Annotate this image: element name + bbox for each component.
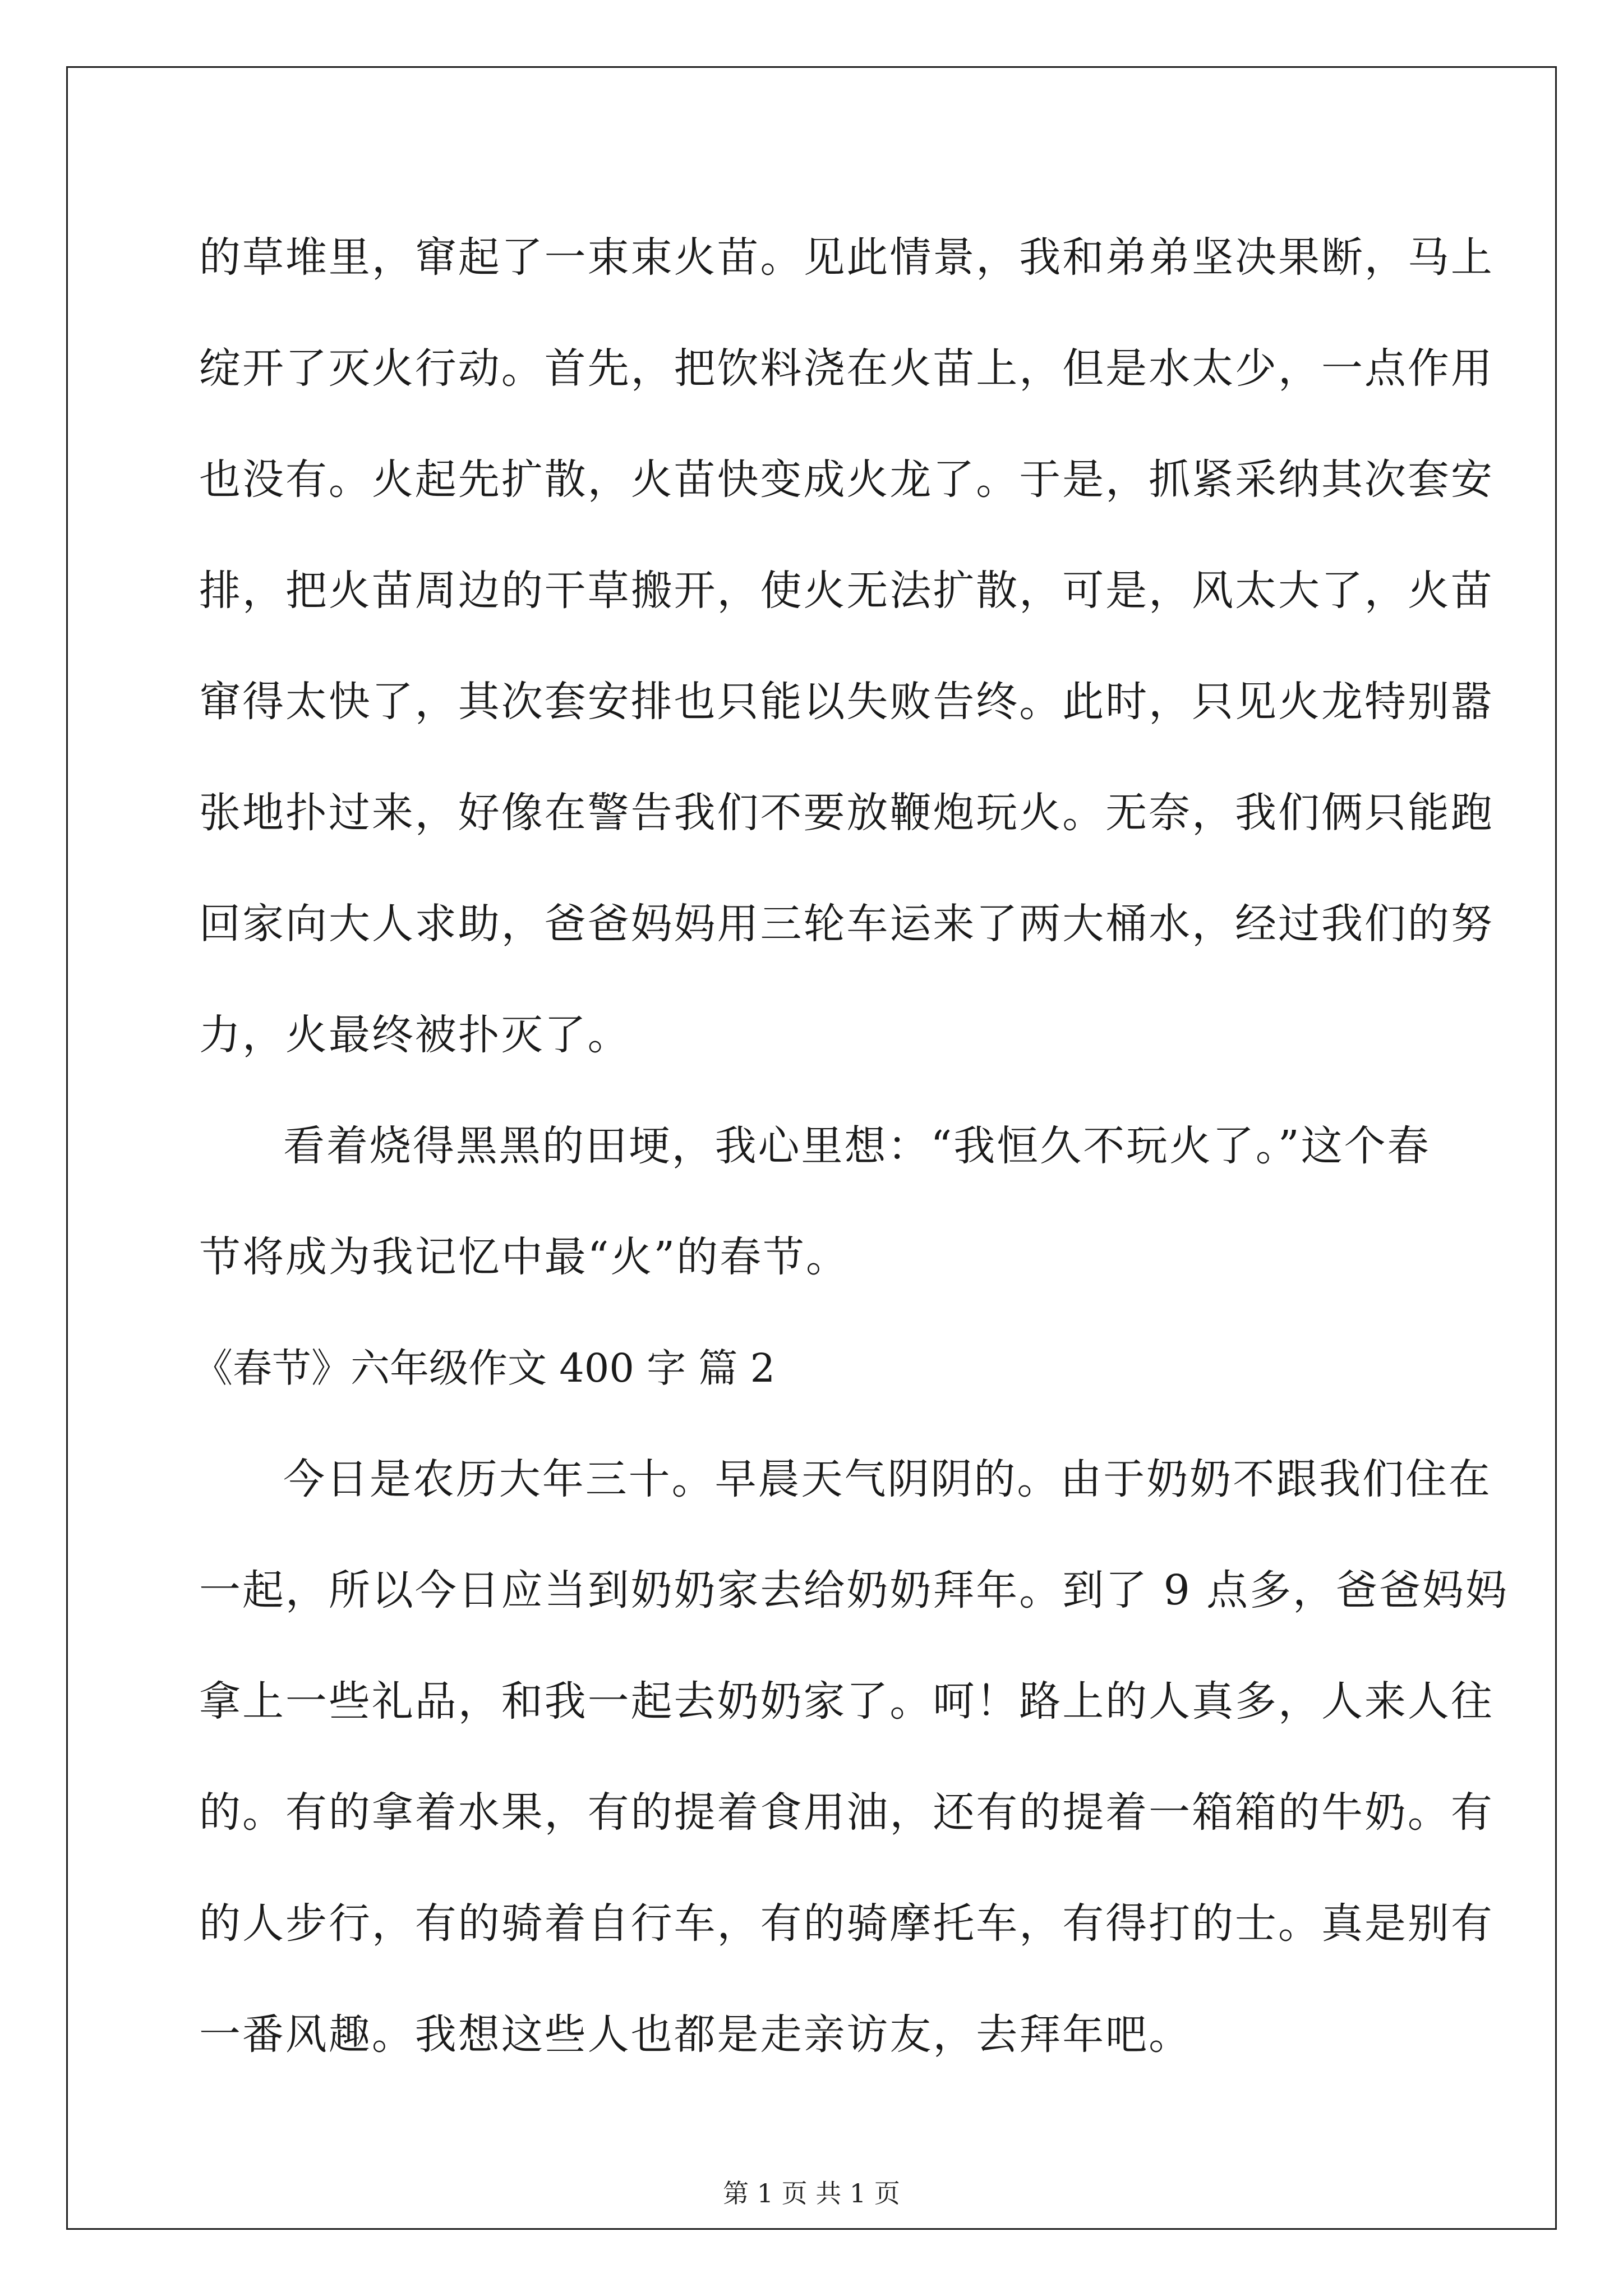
- text-line: 拿上一些礼品，和我一起去奶奶家了。呵！路上的人真多，人来人往: [199, 1677, 1494, 1726]
- text-line: 一番风趣。我想这些人也都是走亲访友，去拜年吧。: [199, 2010, 1192, 2059]
- text-line: 的人步行，有的骑着自行车，有的骑摩托车，有得打的士。真是别有: [199, 1899, 1494, 1948]
- paragraph: [199, 1091, 1431, 1313]
- text-line: 力，火最终被扑灭了。: [199, 1011, 631, 1059]
- text-line: 的。有的拿着水果，有的提着食用油，还有的提着一箱箱的牛奶。有: [199, 1788, 1494, 1837]
- text-line: 一起，所以今日应当到奶奶家去给奶奶拜年。到了 9 点多，爸爸妈妈: [199, 1566, 1509, 1614]
- paragraph: [199, 1424, 1509, 2090]
- text-line: 排，把火苗周边的干草搬开，使火无法扩散，可是，风太大了，火苗: [199, 567, 1494, 615]
- text-line: 张地扑过来，好像在警告我们不要放鞭炮玩火。无奈，我们俩只能跑: [199, 789, 1494, 837]
- text-line: 回家向大人求助，爸爸妈妈用三轮车运来了两大桶水，经过我们的努: [199, 900, 1494, 948]
- text-line: 节将成为我记忆中最“火”的春节。: [199, 1233, 850, 1281]
- page-footer: 第 1 页 共 1 页: [723, 2178, 900, 2208]
- text-line: 看着烧得黑黑的田埂，我心里想：“我恒久不玩火了。”这个春: [283, 1122, 1431, 1170]
- text-line: 今日是农历大年三十。早晨天气阴阴的。由于奶奶不跟我们住在: [283, 1455, 1492, 1503]
- text-line: 绽开了灭火行动。首先，把饮料浇在火苗上，但是水太少，一点作用: [199, 344, 1494, 393]
- text-line: 窜得太快了，其次套安排也只能以失败告终。此时，只见火龙特别嚣: [199, 678, 1494, 726]
- text-line: 也没有。火起先扩散，火苗快变成火龙了。于是，抓紧采纳其次套安: [199, 455, 1494, 504]
- section-heading: 《春节》六年级作文 400 字 篇 2: [193, 1345, 776, 1391]
- text-line: 的草堆里，窜起了一束束火苗。见此情景，我和弟弟坚决果断，马上: [199, 233, 1494, 282]
- paragraph: [199, 202, 1494, 1091]
- document-body: [193, 202, 1509, 2090]
